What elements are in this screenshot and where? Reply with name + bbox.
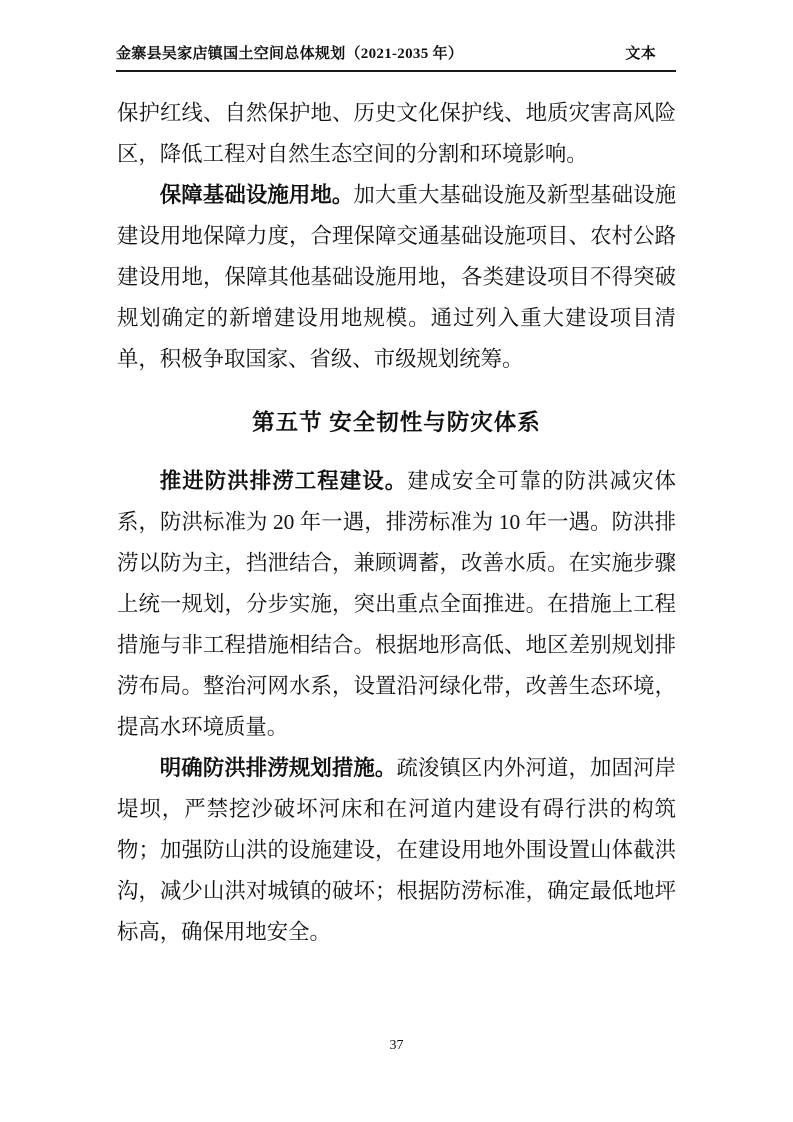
- page-footer: [0, 1038, 793, 1054]
- paragraph-flood-works-text: 建成安全可靠的防洪减灾体系，防洪标准为 20 年一遇，排涝标准为 10 年一遇。防洪排涝以防为主，挡泄结合，兼顾调蓄，改善水质。在实施步骤上统一规划，分步实施，突出重点全面推进。在措施上工程措施与非工程措施相结合。根据地形高低、地区差别规划排涝布局。整治河网水系，设置沿河绿化带，改善生态环境，提高水环境质量。: [117, 469, 676, 739]
- page-header: [116, 42, 676, 72]
- paragraph-continuation: [117, 93, 676, 175]
- paragraph-infrastructure-lead: 保障基础设施用地。: [159, 183, 354, 207]
- paragraph-infrastructure: [117, 175, 676, 380]
- header-doc-type-label: 文本: [625, 46, 656, 62]
- paragraph-continuation-text: 保护红线、自然保护地、历史文化保护线、地质灾害高风险区，降低工程对自然生态空间的分割和环境影响。: [117, 101, 676, 166]
- paragraph-infrastructure-text: 加大重大基础设施及新型基础设施建设用地保障力度，合理保障交通基础设施项目、农村公路建设用地，保障其他基础设施用地，各类建设项目不得突破规划确定的新增建设用地规模。通过列入重大建设项目清单，积极争取国家、省级、市级规划统筹。: [117, 183, 676, 371]
- section-heading: 第五节 安全韧性与防灾体系: [252, 410, 541, 435]
- paragraph-flood-measures: [117, 748, 676, 953]
- document-body: [117, 93, 676, 953]
- paragraph-flood-measures-text: 疏浚镇区内外河道，加固河岸堤坝，严禁挖沙破坏河床和在河道内建设有碍行洪的构筑物；加强防山洪的设施建设，在建设用地外围设置山体截洪沟，减少山洪对城镇的破坏；根据防涝标准，确定最低地坪标高，确保用地安全。: [117, 756, 676, 944]
- paragraph-flood-measures-lead: 明确防洪排涝规划措施。: [159, 756, 397, 780]
- page-number: 37: [389, 1038, 404, 1053]
- paragraph-flood-works-lead: 推进防洪排涝工程建设。: [159, 469, 408, 493]
- paragraph-flood-works: [117, 461, 676, 748]
- header-document-title: 金寨县吴家店镇国土空间总体规划（2021-2035 年）: [116, 46, 464, 62]
